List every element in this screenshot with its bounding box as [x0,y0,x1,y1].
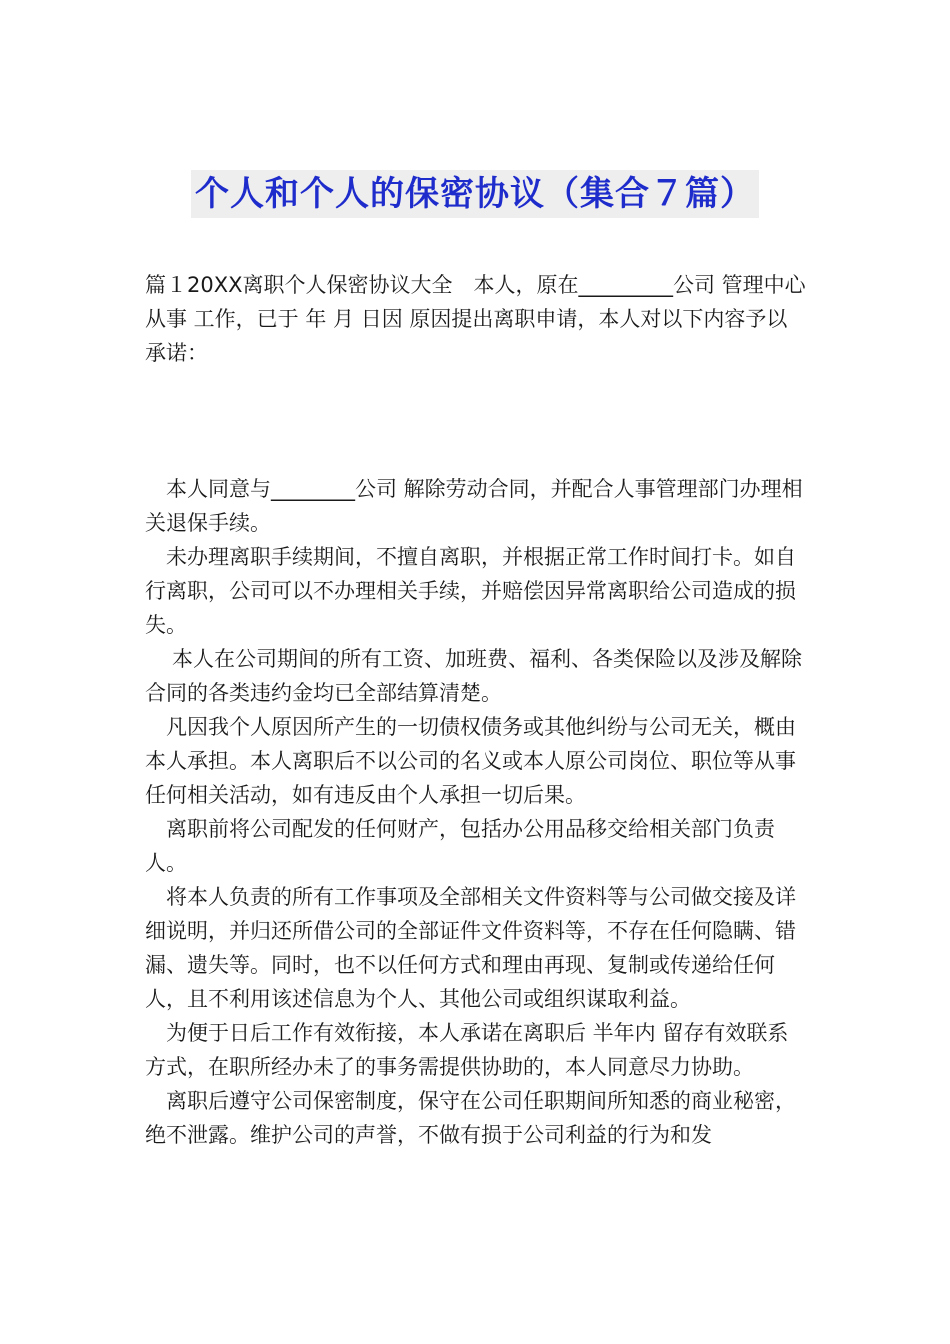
paragraph-1: 本人同意与________公司 解除劳动合同，并配合人事管理部门办理相关退保手续。 [145,477,803,535]
paragraph-5: 离职前将公司配发的任何财产，包括办公用品移交给相关部门负责人。 [145,817,775,875]
paragraph-4: 凡因我个人原因所产生的一切债权债务或其他纠纷与公司无关，概由本人承担。本人离职后不以公司的名义或本人原公司岗位、职位等从事任何相关活动，如有违反由个人承担一切后果。 [145,715,796,807]
title-container [0,170,950,218]
document-body [145,268,808,1152]
paragraph-2: 未办理离职手续期间，不擅自离职，并根据正常工作时间打卡。如自行离职，公司可以不办理相关手续，并赔偿因异常离职给公司造成的损失。 [145,545,796,637]
paragraph-7: 为便于日后工作有效衔接，本人承诺在离职后 半年内 留存有效联系方式，在职所经办未了的事务需提供协助的，本人同意尽力协助。 [145,1021,789,1079]
intro-paragraph: 篇１20XX离职个人保密协议大全 本人，原在_________公司 管理中心从事 工作，已于 年 月 日因 原因提出离职申请，本人对以下内容予以承诺： [145,273,806,365]
paragraph-6: 将本人负责的所有工作事项及全部相关文件资料等与公司做交接及详细说明，并归还所借公司的全部证件文件资料等，不存在任何隐瞒、错漏、遗失等。同时，也不以任何方式和理由再现、复制或传递给任何人，且不利用该述信息为个人、其他公司或组织谋取利益。 [145,885,796,1011]
document-title: 个人和个人的保密协议（集合７篇） [191,170,759,218]
paragraph-8: 离职后遵守公司保密制度，保守在公司任职期间所知悉的商业秘密，绝不泄露。维护公司的声誉，不做有损于公司利益的行为和发 [145,1089,796,1147]
paragraph-3: 本人在公司期间的所有工资、加班费、福利、各类保险以及涉及解除合同的各类违约金均已全部结算清楚。 [145,647,802,705]
